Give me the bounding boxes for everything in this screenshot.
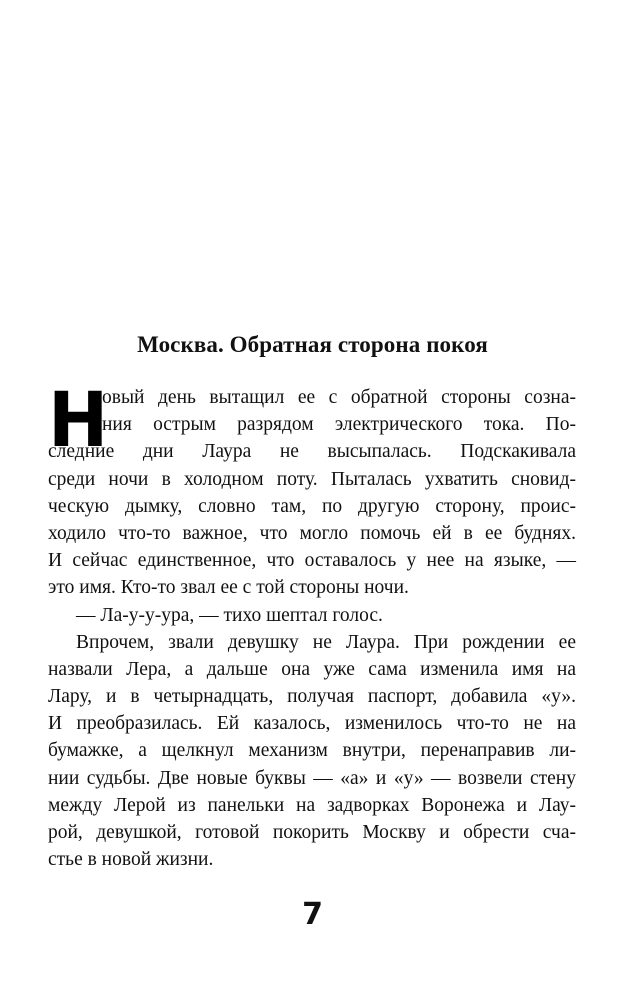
text-line: это имя. Кто-то звал ее с той стороны ночи.: [48, 577, 409, 599]
text-line: ческую дымку, словно там, по другую сторону, проис-: [48, 495, 576, 517]
text-line: между Лерой из панельки на задворках Воронежа и Лау-: [48, 794, 576, 816]
text-line: среди ночи в холодном поту. Пыталась ухватить сновид-: [48, 468, 576, 490]
text-line: овый день вытащил ее с обратной стороны созна-: [102, 387, 576, 408]
text-line: нии судьбы. Две новые буквы — «а» и «у» — возвели стену: [48, 767, 576, 789]
drop-cap: Н: [48, 375, 109, 464]
text-line: Лару, и в четырнадцать, получая паспорт, добавила «у».: [48, 686, 576, 708]
text-line: ходило что-то важное, что могло помочь ей в ее буднях.: [48, 522, 576, 544]
text-line: И преобразилась. Ей казалось, изменилось что-то не на: [48, 713, 576, 735]
text-line: назвали Лера, а дальше она уже сама изменила имя на: [48, 658, 576, 680]
body-text: [48, 375, 576, 873]
text-line: следние дни Лаура не высыпалась. Подскакивала: [48, 441, 576, 463]
text-line: бумажке, а щелкнул механизм внутри, перенаправив ли-: [48, 740, 576, 762]
text-line: Впрочем, звали девушку не Лаура. При рождении ее: [76, 631, 576, 653]
text-line: ния острым разрядом электрического тока. По-: [102, 414, 576, 436]
chapter-title: Москва. Обратная сторона покоя: [137, 332, 488, 357]
text-line: И сейчас единственное, что оставалось у нее на языке, —: [48, 550, 576, 572]
page-number: 7: [302, 897, 323, 932]
text-line: рой, девушкой, готовой покорить Москву и обрести сча-: [48, 822, 576, 843]
text-line: стье в новой жизни.: [48, 849, 214, 871]
dialogue-line: — Ла-у-у-ура, — тихо шептал голос.: [76, 604, 383, 626]
